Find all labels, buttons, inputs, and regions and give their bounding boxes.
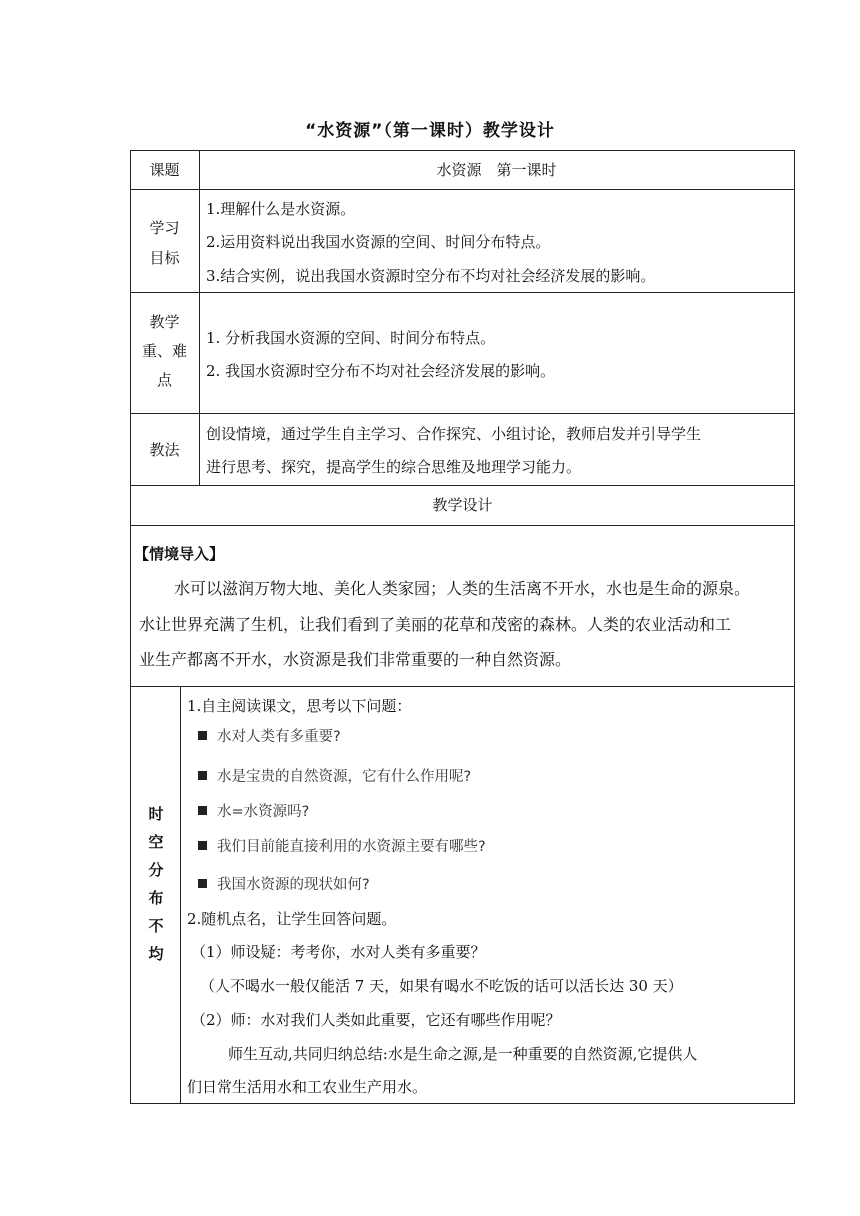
side-char: 不 — [148, 917, 164, 935]
method-text: 进行思考、探究，提高学生的综合思维及地理学习能力。 — [206, 458, 582, 476]
question-item — [198, 873, 370, 894]
label-column-divider — [199, 150, 200, 486]
goals-label-line: 目标 — [149, 249, 180, 267]
row-divider — [130, 686, 795, 687]
goals-label — [130, 213, 199, 273]
side-char: 布 — [148, 889, 164, 907]
design-header: 教学设计 — [432, 496, 493, 514]
question-text: 水对人类有多重要? — [217, 729, 341, 745]
goals-label-line: 学习 — [149, 219, 180, 237]
table-border-left — [130, 150, 131, 1104]
goal-item: 1.理解什么是水资源。 — [206, 200, 356, 218]
method-text: 创设情境，通过学生自主学习、合作探究、小组讨论，教师启发并引导学生 — [206, 425, 702, 443]
method-label: 教法 — [149, 441, 180, 459]
question-item — [198, 765, 471, 786]
row-divider — [130, 485, 795, 486]
question-2: （2）师：水对我们人类如此重要，它还有哪些作用呢？ — [191, 1011, 561, 1029]
side-char: 空 — [148, 833, 164, 851]
intro-paragraph-line: 水让世界充满了生机，让我们看到了美丽的花草和茂密的森林。人类的农业活动和工 — [139, 615, 732, 634]
section-side-label — [132, 800, 180, 968]
side-char: 分 — [148, 861, 164, 879]
section-column-divider — [180, 686, 181, 1104]
key-label-line: 点 — [156, 371, 172, 389]
side-char: 时 — [148, 805, 164, 823]
row-divider — [130, 413, 795, 414]
row-divider — [130, 189, 795, 190]
key-label-line: 教学 — [149, 313, 180, 331]
intro-heading: 【情境导入】 — [134, 545, 225, 563]
step-1: 1.自主阅读课文，思考以下问题： — [187, 697, 412, 715]
table-border-bottom — [130, 1103, 795, 1104]
key-label-line: 重、难 — [141, 342, 187, 360]
square-bullet-icon — [198, 879, 207, 888]
question-text: 水=水资源吗? — [217, 804, 310, 820]
question-text: 我们目前能直接利用的水资源主要有哪些? — [217, 839, 486, 855]
table-border-top — [130, 150, 795, 151]
question-item — [198, 800, 309, 821]
question-1: （1）师设疑：考考你，水对人类有多重要？ — [191, 943, 486, 961]
square-bullet-icon — [198, 731, 207, 740]
step-2: 2.随机点名，让学生回答问题。 — [187, 910, 397, 928]
topic-label: 课题 — [149, 161, 180, 179]
row-divider — [130, 292, 795, 293]
square-bullet-icon — [198, 841, 207, 850]
summary-text: 师生互动,共同归纳总结:水是生命之源,是一种重要的自然资源,它提供人 — [228, 1045, 698, 1063]
table-border-right — [794, 150, 795, 1104]
question-text: 我国水资源的现状如何? — [217, 877, 370, 893]
intro-paragraph-line: 水可以滋润万物大地、美化人类家园；人类的生活离不开水，水也是生命的源泉。 — [174, 579, 751, 598]
page-title: “水资源”（第一课时）教学设计 — [305, 121, 555, 141]
intro-paragraph-line: 业生产都离不开水，水资源是我们非常重要的一种自然资源。 — [139, 650, 572, 669]
goal-item: 2.运用资料说出我国水资源的空间、时间分布特点。 — [206, 233, 551, 251]
answer-1: （人不喝水一般仅能活 7 天，如果有喝水不吃饭的话可以活长达 30 天） — [200, 977, 683, 995]
side-char: 均 — [148, 945, 164, 963]
summary-text: 们日常生活用水和工农业生产用水。 — [187, 1078, 428, 1096]
square-bullet-icon — [198, 771, 207, 780]
row-divider — [130, 525, 795, 526]
question-item — [198, 835, 486, 856]
goal-item: 3.结合实例，说出我国水资源时空分布不均对社会经济发展的影响。 — [206, 267, 656, 285]
topic-value: 水资源 第一课时 — [436, 161, 557, 179]
key-points-label — [130, 308, 199, 395]
key-point-item: 1. 分析我国水资源的空间、时间分布特点。 — [206, 329, 496, 347]
square-bullet-icon — [198, 806, 207, 815]
question-text: 水是宝贵的自然资源，它有什么作用呢? — [217, 769, 472, 785]
key-point-item: 2. 我国水资源时空分布不均对社会经济发展的影响。 — [206, 362, 556, 380]
question-item — [198, 725, 341, 746]
